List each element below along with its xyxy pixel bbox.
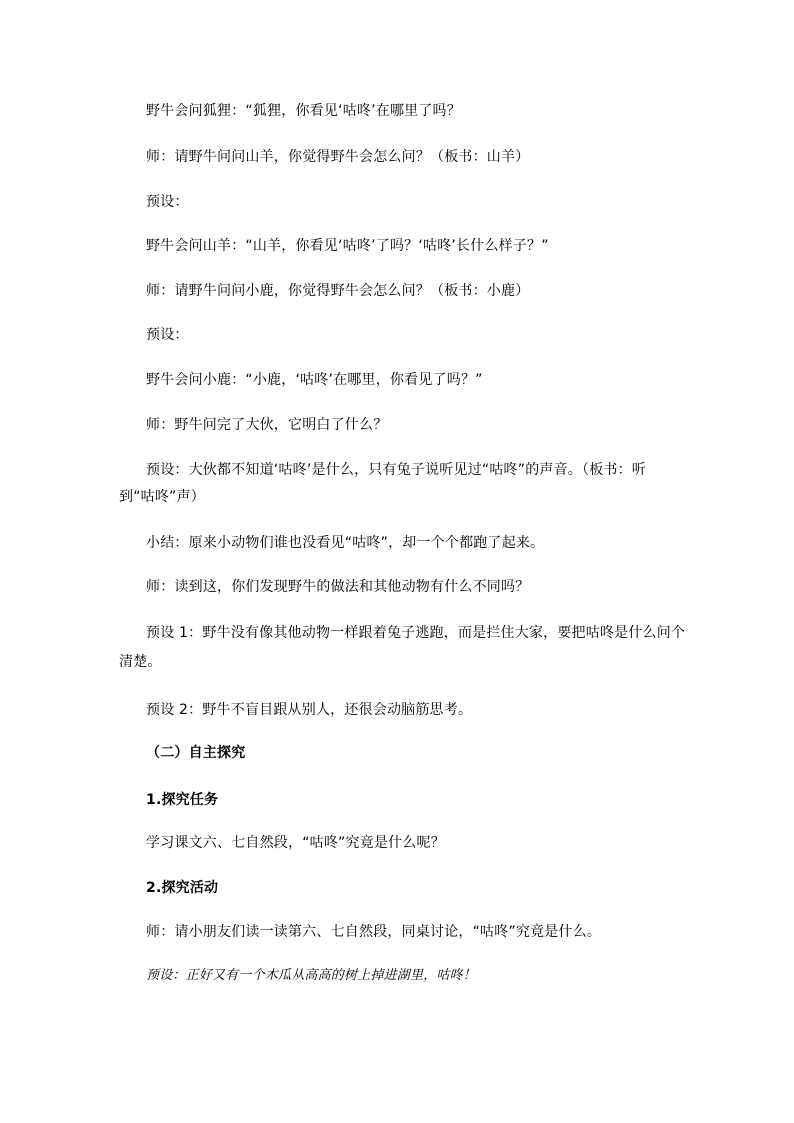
preset-2-line: 预设 2：野牛不盲目跟从别人，还很会动脑筋思考。 xyxy=(146,702,473,718)
teacher-line-goat: 师：请野牛问问山羊，你觉得野牛会怎么问？（板书：山羊） xyxy=(146,149,530,165)
subheading-inquiry-task: 1.探究任务 xyxy=(146,792,219,808)
preset-answer-line-2: 到“咕咚”声） xyxy=(119,489,205,505)
dialogue-line-deer: 野牛会问小鹿：“小鹿，‘咕咚’在哪里，你看见了吗？” xyxy=(146,372,483,388)
subheading-inquiry-activity: 2.探究活动 xyxy=(146,880,219,896)
preset-label-2: 预设： xyxy=(146,327,189,343)
section-heading-independent-inquiry: （二）自主探究 xyxy=(146,745,246,761)
preset-1-line-2: 清楚。 xyxy=(119,654,162,670)
dialogue-line-fox: 野牛会问狐狸：“狐狸，你看见‘咕咚’在哪里了吗？ xyxy=(146,103,461,119)
task-description: 学习课文六、七自然段，“咕咚”究竟是什么呢？ xyxy=(146,835,445,851)
dialogue-line-goat: 野牛会问山羊：“山羊，你看见‘咕咚’了吗？‘咕咚’长什么样子？” xyxy=(146,238,549,254)
summary-line: 小结：原来小动物们谁也没看见“咕咚”，却一个个都跑了起来。 xyxy=(146,535,545,551)
preset-final-line: 预设：正好又有一个木瓜从高高的树上掉进湖里，咕咚！ xyxy=(146,968,477,983)
teacher-activity-line: 师：请小朋友们读一读第六、七自然段，同桌讨论，“咕咚”究竟是什么。 xyxy=(146,924,602,940)
preset-1-line-1: 预设 1：野牛没有像其他动物一样跟着兔子逃跑，而是拦住大家，要把咕咚是什么问个 xyxy=(146,625,686,641)
teacher-line-deer: 师：请野牛问问小鹿，你觉得野牛会怎么问？（板书：小鹿） xyxy=(146,283,530,299)
preset-label-1: 预设： xyxy=(146,194,189,210)
preset-answer-line-1: 预设：大伙都不知道‘咕咚’是什么，只有兔子说听见过“咕咚”的声音。（板书：听 xyxy=(146,462,647,478)
teacher-question-understand: 师：野牛问完了大伙，它明白了什么？ xyxy=(146,417,388,433)
teacher-question-difference: 师：读到这，你们发现野牛的做法和其他动物有什么不同吗？ xyxy=(146,579,530,595)
